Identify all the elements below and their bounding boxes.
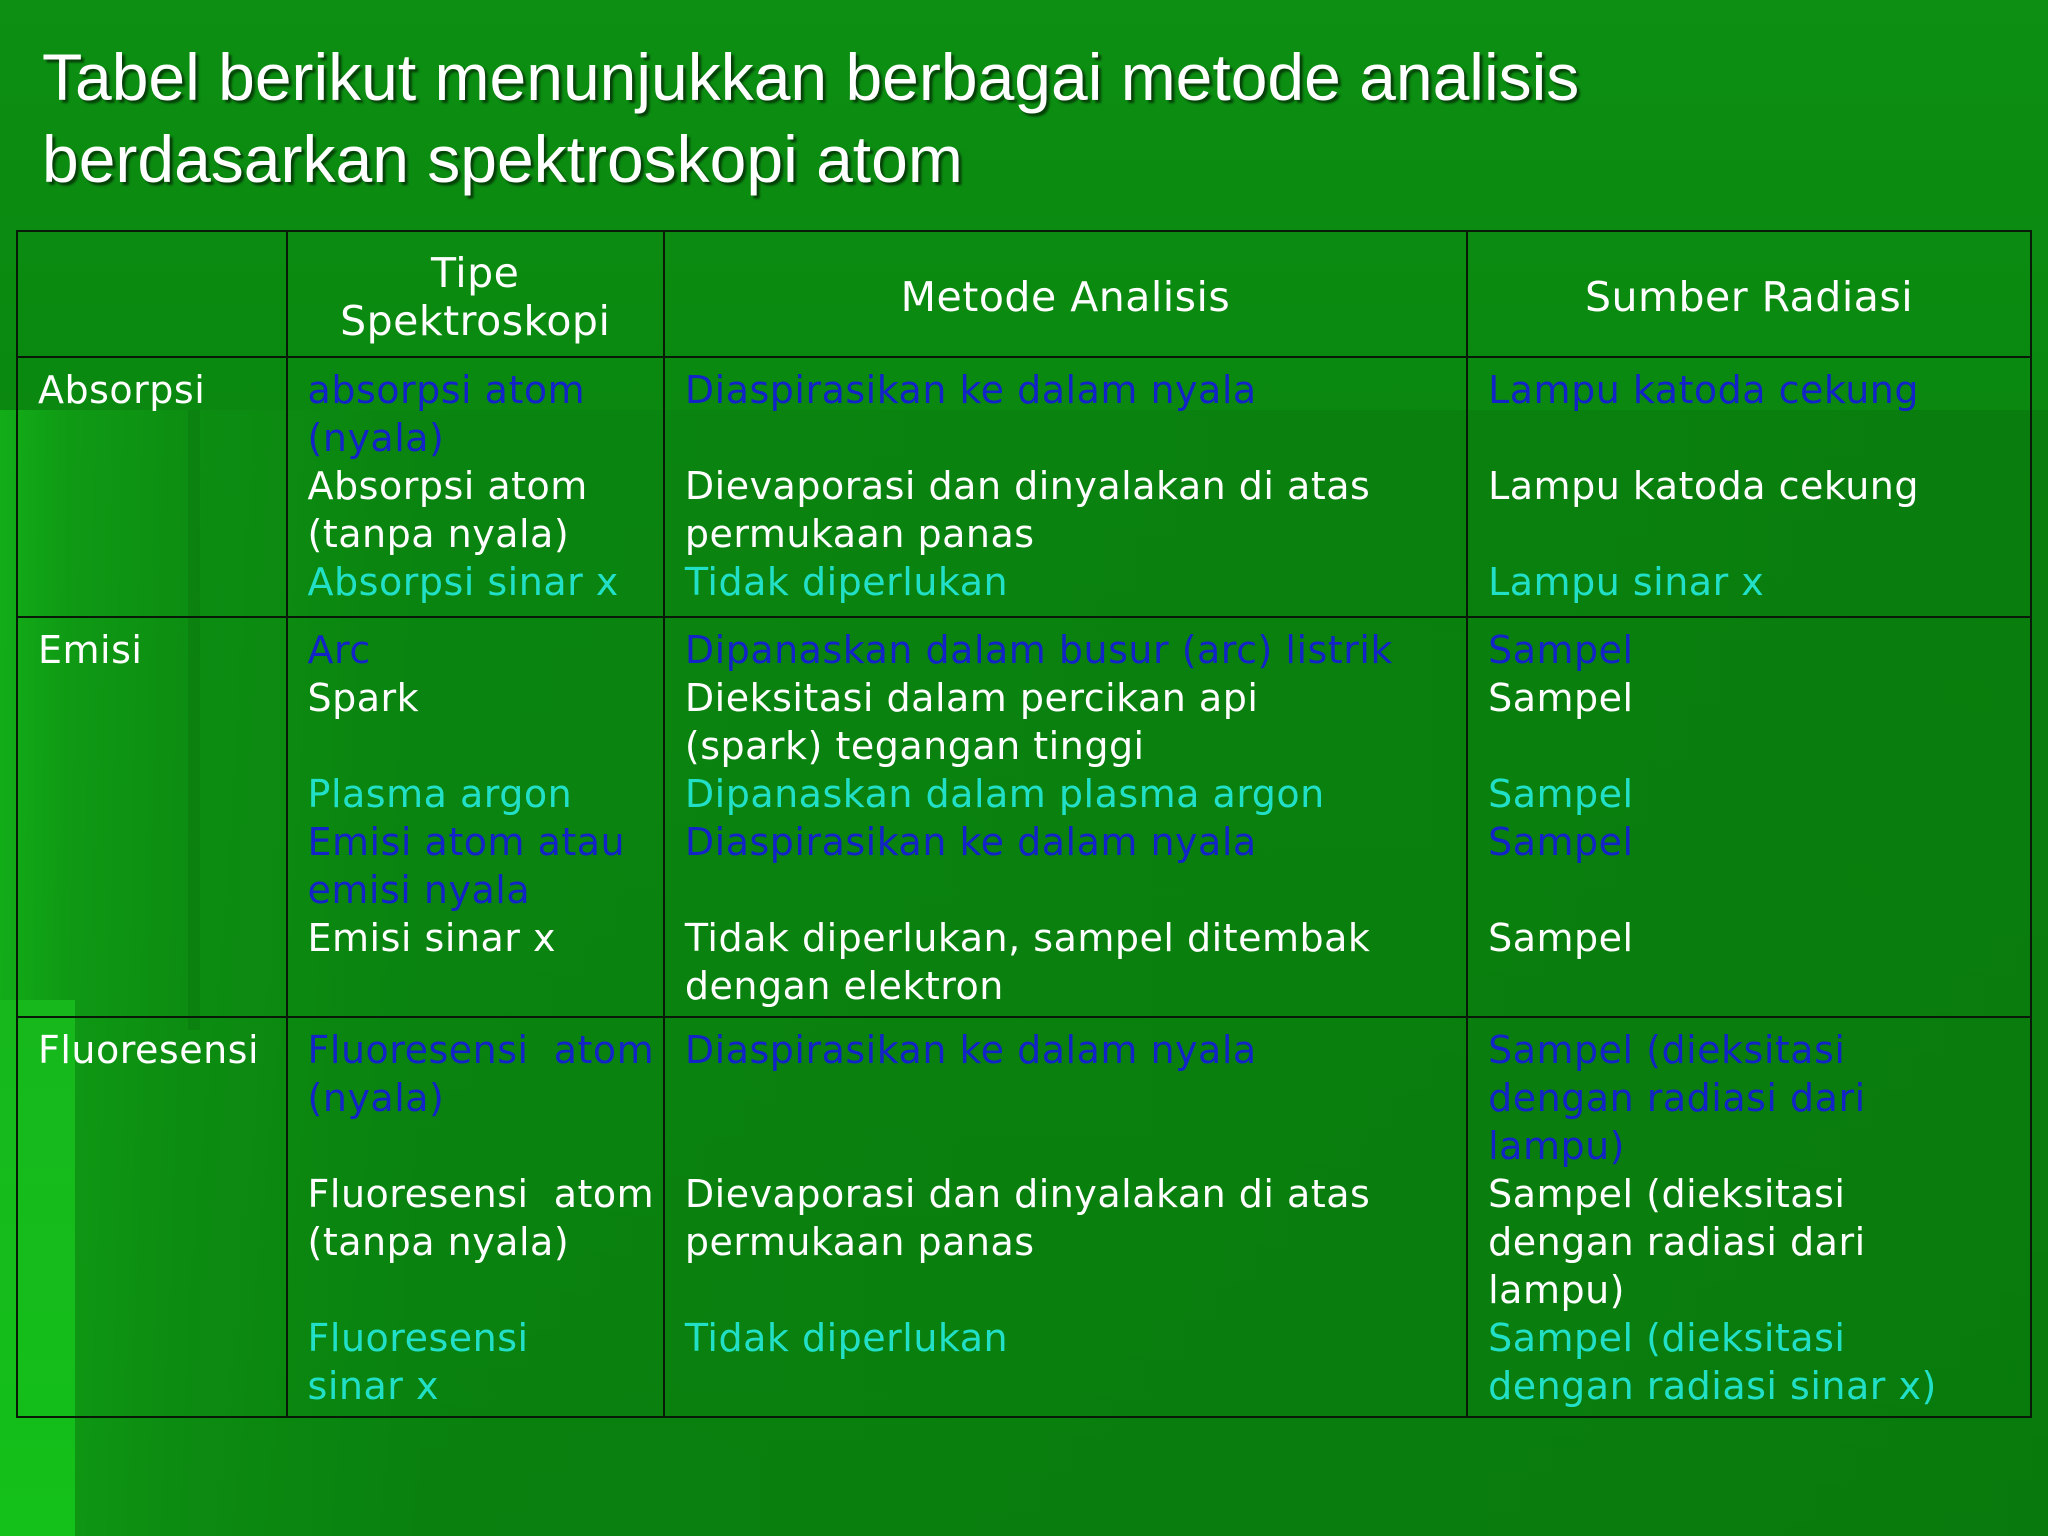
header-tipe-spektroskopi [287,231,664,357]
tipe-text: Spark [307,676,420,720]
cell-emisi-tipe [287,617,664,1017]
metode-text: permukaan panas [684,512,1035,556]
sumber-text: dengan radiasi dari [1488,1220,1866,1264]
cell-absorpsi-sumber [1467,357,2031,617]
header-tipe-line-2: Spektroskopi [340,297,611,345]
sumber-text: Lampu katoda cekung [1488,368,1920,412]
table-row-fluoresensi [17,1017,2031,1417]
tipe-text: Absorpsi sinar x [307,560,619,604]
metode-text: Dievaporasi dan dinyalakan di atas [684,464,1371,508]
row-label-absorpsi: Absorpsi [17,357,287,617]
tipe-text: Emisi sinar x [307,916,556,960]
slide-title [42,36,2002,200]
sumber-text: Sampel [1488,916,1634,960]
tipe-text: sinar x [307,1364,439,1408]
sumber-text: Sampel [1488,628,1634,672]
metode-text: Dipanaskan dalam plasma argon [684,772,1325,816]
metode-text: Diaspirasikan ke dalam nyala [684,368,1257,412]
spacer [308,722,643,770]
metode-text: Tidak diperlukan [684,1316,1009,1360]
slide-title-line-2: berdasarkan spektroskopi atom [42,122,963,196]
cell-absorpsi-metode [664,357,1467,617]
metode-text: Diaspirasikan ke dalam nyala [684,820,1257,864]
tipe-text: Emisi atom atau [307,820,626,864]
metode-text: Tidak diperlukan, sampel ditembak [684,916,1371,960]
spacer [685,1074,1446,1122]
row-label-fluoresensi: Fluoresensi [17,1017,287,1417]
tipe-text: (tanpa nyala) [307,512,570,556]
table-row-absorpsi [17,357,2031,617]
sumber-text: Sampel [1488,820,1634,864]
metode-text: permukaan panas [684,1220,1035,1264]
tipe-text: (nyala) [307,416,445,460]
sumber-text: Sampel [1488,676,1634,720]
tipe-text: (nyala) [307,1076,445,1120]
cell-emisi-sumber [1467,617,2031,1017]
metode-text: Dipanaskan dalam busur (arc) listrik [684,628,1393,672]
tipe-text: Plasma argon [307,772,573,816]
metode-text: (spark) tegangan tinggi [684,724,1145,768]
metode-text: Diaspirasikan ke dalam nyala [684,1028,1257,1072]
spacer [1488,510,2010,558]
sumber-text: lampu) [1488,1124,1625,1168]
spectroscopy-methods-table [16,230,2032,1418]
spacer [308,1266,643,1314]
tipe-text: Fluoresensi atom [307,1028,655,1072]
table-row-emisi [17,617,2031,1017]
sumber-text: Lampu sinar x [1488,560,1765,604]
header-sumber-radiasi: Sumber Radiasi [1467,231,2031,357]
spacer [1488,866,2010,914]
spacer [685,1122,1446,1170]
metode-text: Dievaporasi dan dinyalakan di atas [684,1172,1371,1216]
cell-fluoresensi-metode [664,1017,1467,1417]
cell-emisi-metode [664,617,1467,1017]
metode-text: Dieksitasi dalam percikan api [684,676,1259,720]
sumber-text: dengan radiasi sinar x) [1488,1364,1937,1408]
tipe-text: Fluoresensi [307,1316,529,1360]
metode-text: dengan elektron [684,964,1004,1008]
sumber-text: Sampel (dieksitasi [1488,1172,1846,1216]
row-label-emisi: Emisi [17,617,287,1017]
sumber-text: lampu) [1488,1268,1625,1312]
metode-text: Tidak diperlukan [684,560,1009,604]
tipe-text: Absorpsi atom [307,464,588,508]
header-empty-cell [17,231,287,357]
spacer [308,1122,643,1170]
sumber-text: Sampel (dieksitasi [1488,1028,1846,1072]
tipe-text: absorpsi atom [307,368,586,412]
tipe-text: emisi nyala [307,868,531,912]
sumber-text: Lampu katoda cekung [1488,464,1920,508]
header-tipe-line-1: Tipe [430,249,520,297]
tipe-text: (tanpa nyala) [307,1220,570,1264]
tipe-text: Fluoresensi atom [307,1172,655,1216]
sumber-text: Sampel (dieksitasi [1488,1316,1846,1360]
spacer [685,1266,1446,1314]
table-header-row [17,231,2031,357]
header-metode-analisis: Metode Analisis [664,231,1467,357]
spacer [685,414,1446,462]
sumber-text: Sampel [1488,772,1634,816]
spacer [1488,414,2010,462]
cell-fluoresensi-tipe [287,1017,664,1417]
spacer [685,866,1446,914]
tipe-text: Arc [307,628,371,672]
spacer [1488,722,2010,770]
cell-absorpsi-tipe [287,357,664,617]
sumber-text: dengan radiasi dari [1488,1076,1866,1120]
cell-fluoresensi-sumber [1467,1017,2031,1417]
slide-title-line-1: Tabel berikut menunjukkan berbagai metode analisis [42,40,1580,114]
